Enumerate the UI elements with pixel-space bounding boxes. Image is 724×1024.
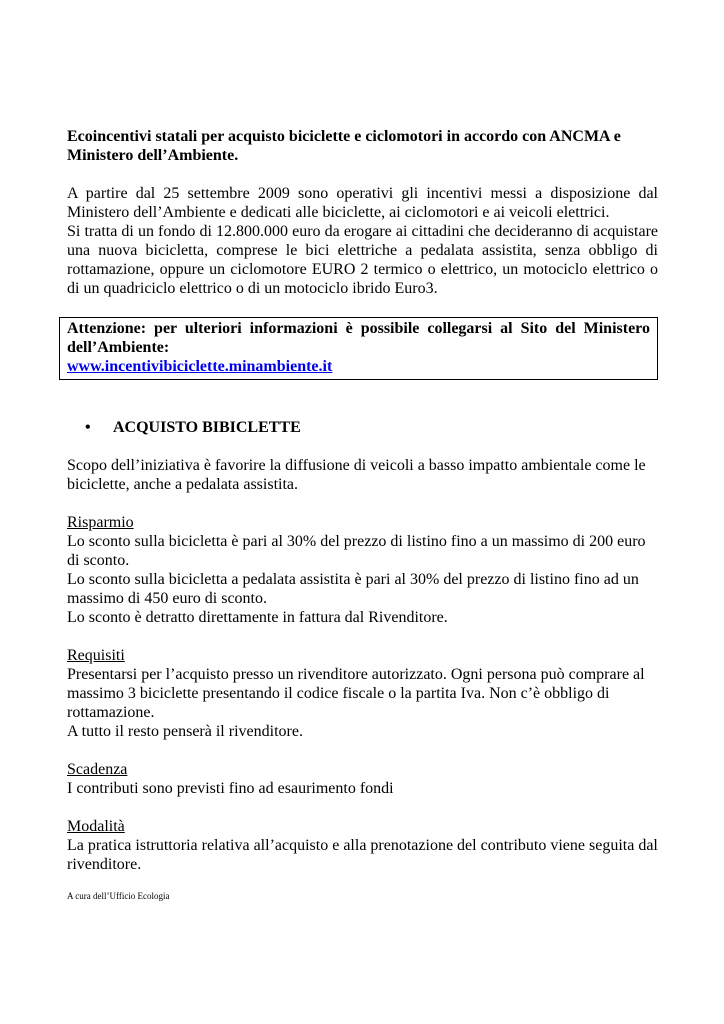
notice-text: Attenzione: per ulteriori informazioni è possibile collegarsi al Sito del Ministero dell’Ambiente: [67, 320, 650, 356]
info-notice-box [59, 317, 658, 380]
bullet-icon: • [85, 419, 91, 436]
document-body [67, 127, 658, 874]
scadenza-line-1: I contributi sono previsti fino ad esaurimento fondi [67, 780, 394, 797]
section-title: ACQUISTO BIBICLETTE [113, 419, 301, 436]
risparmio-line-3: Lo sconto è detratto direttamente in fattura dal Rivenditore. [67, 609, 448, 626]
risparmio-line-2: Lo sconto sulla bicicletta a pedalata assistita è pari al 30% del prezzo di listino fino ad un massimo di 450 euro di sconto. [67, 571, 639, 607]
ministry-website-link[interactable]: www.incentivibiciclette.minambiente.it [67, 358, 333, 375]
risparmio-heading: Risparmio [67, 514, 134, 531]
modalita-line-1: La pratica istruttoria relativa all’acquisto e alla prenotazione del contributo viene seguita dal rivenditore. [67, 837, 658, 873]
section-heading [85, 418, 658, 437]
requisiti-line-1: Presentarsi per l’acquisto presso un rivenditore autorizzato. Ogni persona può comprare al massimo 3 biciclette presentando il codice fiscale o la partita Iva. Non c’è obbligo di rottamazione. [67, 666, 645, 721]
title-line-2: Ministero dell’Ambiente. [67, 147, 239, 164]
scadenza-heading: Scadenza [67, 761, 128, 778]
footer-note: A cura dell’Ufficio Ecologia [67, 891, 170, 901]
intro-paragraph-1: A partire dal 25 settembre 2009 sono operativi gli incentivi messi a disposizione dal Ministero dell’Ambiente e dedicati alle biciclette, ai ciclomotori e ai veicoli elettrici. [67, 185, 658, 221]
requisiti-line-2: A tutto il resto penserà il rivenditore. [67, 723, 303, 740]
document-title [67, 127, 658, 165]
requisiti-heading: Requisiti [67, 647, 125, 664]
title-line-1: Ecoincentivi statali per acquisto biciclette e ciclomotori in accordo con ANCMA e [67, 128, 621, 145]
intro-paragraph-2: Si tratta di un fondo di 12.800.000 euro da erogare ai cittadini che decideranno di acquistare una nuova bicicletta, comprese le bici elettriche a pedalata assistita, senza obbligo di rottamazione, oppure un ciclomotore EURO 2 termico o elettrico, un motociclo elettrico o di un quadriciclo elettrico o di un motociclo ibrido Euro3. [67, 223, 658, 297]
risparmio-line-1: Lo sconto sulla bicicletta è pari al 30% del prezzo di listino fino a un massimo di 200 euro di sconto. [67, 533, 646, 569]
scope-paragraph: Scopo dell’iniziativa è favorire la diffusione di veicoli a basso impatto ambientale come le biciclette, anche a pedalata assistita. [67, 457, 646, 493]
modalita-heading: Modalità [67, 818, 125, 835]
